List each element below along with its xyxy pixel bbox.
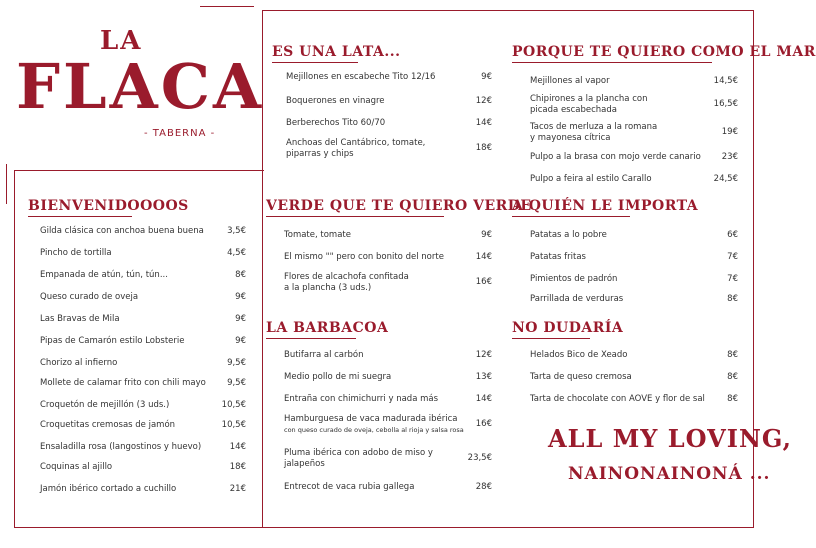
- menu-item-name: Pulpo a feira al estilo Carallo: [530, 174, 652, 184]
- menu-item: [286, 72, 492, 84]
- menu-item-name: Helados Bico de Xeado: [530, 350, 628, 360]
- section-underline: [512, 338, 590, 339]
- menu-item: [286, 138, 492, 162]
- menu-item-price: 23,5€: [467, 453, 492, 463]
- menu-item: [284, 372, 492, 384]
- menu-item: [284, 394, 492, 406]
- menu-item-name: Gilda clásica con anchoa buena buena: [40, 226, 204, 236]
- menu-item-name: Las Bravas de Mila: [40, 314, 120, 324]
- menu-item-name-line2: y mayonesa cítrica: [530, 133, 611, 143]
- menu-item-name: Chorizo al infierno: [40, 358, 118, 368]
- menu-item: [40, 248, 246, 260]
- menu-item-name-line2: a la plancha (3 uds.): [284, 283, 372, 293]
- menu-item: [40, 400, 246, 412]
- menu-item-name: Pincho de tortilla: [40, 248, 112, 258]
- menu-item-price: 9€: [481, 230, 492, 240]
- section-underline: [266, 338, 356, 339]
- menu-item: [530, 252, 738, 264]
- menu-item-name: Mejillones al vapor: [530, 76, 610, 86]
- menu-item: [530, 94, 738, 118]
- menu-item-name: Empanada de atún, tún, tún...: [40, 270, 168, 280]
- menu-item-name: Pulpo a la brasa con mojo verde canario: [530, 152, 701, 162]
- menu-item-price: 8€: [727, 294, 738, 304]
- menu-item-price: 12€: [475, 350, 492, 360]
- logo-subtitle: - TABERNA -: [144, 128, 216, 139]
- section-underline: [512, 216, 630, 217]
- menu-item-name: Flores de alcachofa confitada: [284, 272, 409, 282]
- menu-item-price: 9€: [235, 314, 246, 324]
- menu-item-name: Patatas a lo pobre: [530, 230, 607, 240]
- menu-item: [286, 96, 492, 108]
- menu-item-name: Tarta de queso cremosa: [530, 372, 632, 382]
- menu-item-name: Pluma ibérica con adobo de miso y: [284, 448, 433, 458]
- section-title-lata: ES UNA LATA...: [272, 44, 401, 60]
- menu-item-name: Berberechos Tito 60/70: [286, 118, 386, 128]
- menu-item-name: El mismo "" pero con bonito del norte: [284, 252, 444, 262]
- menu-item: [40, 358, 246, 370]
- menu-item-name: Jamón ibérico cortado a cuchillo: [40, 484, 177, 494]
- menu-item: [530, 76, 738, 88]
- menu-item: [40, 270, 246, 282]
- menu-item-price: 12€: [475, 96, 492, 106]
- menu-item-name: Tomate, tomate: [284, 230, 351, 240]
- menu-item-name: Medio pollo de mi suegra: [284, 372, 392, 382]
- section-title-dudaria: NO DUDARÍA: [512, 320, 624, 336]
- menu-item: [530, 274, 738, 286]
- menu-item-price: 10,5€: [221, 420, 246, 430]
- section-underline: [512, 62, 712, 63]
- menu-item-price: 28€: [475, 482, 492, 492]
- menu-item-price: 23€: [721, 152, 738, 162]
- menu-item-name: Butifarra al carbón: [284, 350, 364, 360]
- section-title-importa: A QUIÉN LE IMPORTA: [512, 198, 699, 214]
- menu-item: [284, 448, 492, 472]
- menu-item-name: Pipas de Camarón estilo Lobsterie: [40, 336, 185, 346]
- menu-item-name: Hamburguesa de vaca madurada ibérica: [284, 414, 458, 424]
- menu-item: [284, 414, 492, 438]
- menu-item: [40, 420, 246, 432]
- menu-item-price: 24,5€: [713, 174, 738, 184]
- menu-item-price: 9,5€: [227, 358, 246, 368]
- menu-item-name: Coquinas al ajillo: [40, 462, 113, 472]
- menu-item-price: 14€: [475, 118, 492, 128]
- menu-item: [40, 462, 246, 474]
- menu-item-price: 4,5€: [227, 248, 246, 258]
- menu-item-name-line2: picada escabechada: [530, 105, 617, 115]
- menu-item-price: 13€: [475, 372, 492, 382]
- menu-item-price: 9€: [235, 336, 246, 346]
- menu-item-price: 9€: [481, 72, 492, 82]
- menu-item: [40, 336, 246, 348]
- menu-item: [530, 152, 738, 164]
- menu-item-price: 8€: [727, 372, 738, 382]
- menu-item-price: 8€: [727, 394, 738, 404]
- menu-item-name: Croquetón de mejillón (3 uds.): [40, 400, 170, 410]
- menu-item-name: Croquetitas cremosas de jamón: [40, 420, 176, 430]
- menu-item: [40, 226, 246, 238]
- menu-item-name: Mejillones en escabeche Tito 12/16: [286, 72, 436, 82]
- menu-item: [40, 442, 246, 454]
- menu-item-name: Tacos de merluza a la romana: [530, 122, 658, 132]
- menu-item: [530, 174, 738, 186]
- menu-item: [284, 482, 492, 494]
- menu-item-price: 3,5€: [227, 226, 246, 236]
- section-title-bienvenidos: BIENVENIDOOOOS: [28, 198, 189, 214]
- logo-flaca: FLACA: [16, 50, 265, 123]
- menu-item: [530, 394, 738, 406]
- menu-item-name: Pimientos de padrón: [530, 274, 618, 284]
- menu-item-price: 16€: [475, 419, 492, 429]
- menu-item-price: 19€: [721, 127, 738, 137]
- menu-item: [530, 230, 738, 242]
- logo: [14, 22, 265, 152]
- menu-item: [286, 118, 492, 130]
- menu-item-price: 14€: [229, 442, 246, 452]
- menu-item-price: 7€: [727, 252, 738, 262]
- section-title-mar: PORQUE TE QUIERO COMO EL MAR: [512, 44, 816, 60]
- section-underline: [272, 62, 358, 63]
- menu-item-name: Entrecot de vaca rubia gallega: [284, 482, 415, 492]
- section-underline: [266, 216, 444, 217]
- logo-la: LA: [100, 26, 143, 56]
- menu-item-name: Queso curado de oveja: [40, 292, 139, 302]
- menu-item: [40, 378, 246, 390]
- menu-item-price: 14€: [475, 252, 492, 262]
- menu-item-name: Anchoas del Cantábrico, tomate,: [286, 138, 426, 148]
- menu-item-name: Ensaladilla rosa (langostinos y huevo): [40, 442, 202, 452]
- menu-item: [530, 122, 738, 146]
- menu-item-price: 16€: [475, 277, 492, 287]
- menu-item-name-line2: jalapeños: [284, 459, 325, 469]
- menu-item-name: Parrillada de verduras: [530, 294, 624, 304]
- menu-item-price: 16,5€: [713, 99, 738, 109]
- menu-item: [284, 230, 492, 242]
- menu-item: [530, 350, 738, 362]
- menu-item-name: Chipirones a la plancha con: [530, 94, 648, 104]
- menu-item-price: 9€: [235, 292, 246, 302]
- menu-item-name: Entraña con chimichurri y nada más: [284, 394, 439, 404]
- menu-item: [530, 372, 738, 384]
- menu-item-price: 8€: [727, 350, 738, 360]
- frame-corner-top: [200, 6, 254, 14]
- menu-item: [284, 272, 492, 296]
- menu-item: [40, 314, 246, 326]
- menu-item-name-line2: con queso curado de oveja, cebolla al rioja y salsa rosa: [284, 426, 464, 434]
- menu-item-price: 8€: [235, 270, 246, 280]
- tagline-line1: ALL MY LOVING,: [548, 424, 792, 453]
- panel-frame-left: [14, 170, 264, 528]
- menu-item-price: 18€: [229, 462, 246, 472]
- section-title-verde: VERDE QUE TE QUIERO VERDE: [266, 198, 532, 214]
- menu-item-name: Mollete de calamar frito con chili mayo: [40, 378, 206, 388]
- menu-item-price: 10,5€: [221, 400, 246, 410]
- menu-item-price: 7€: [727, 274, 738, 284]
- menu-item: [530, 294, 738, 306]
- menu-item: [40, 484, 246, 496]
- tagline-line2: NAINONAINONÁ ...: [568, 464, 771, 484]
- menu-item-name: Tarta de chocolate con AOVE y flor de sal: [530, 394, 705, 404]
- menu-item-price: 6€: [727, 230, 738, 240]
- menu-item-price: 18€: [475, 143, 492, 153]
- menu-item-name-line2: piparras y chips: [286, 149, 354, 159]
- menu-item: [284, 252, 492, 264]
- menu-item-name: Boquerones en vinagre: [286, 96, 385, 106]
- section-title-barbacoa: LA BARBACOA: [266, 320, 389, 336]
- menu-item-price: 9,5€: [227, 378, 246, 388]
- section-underline: [28, 216, 132, 217]
- menu-item-price: 21€: [229, 484, 246, 494]
- menu-item-name: Patatas fritas: [530, 252, 586, 262]
- frame-corner-left: [6, 164, 16, 204]
- menu-item-price: 14€: [475, 394, 492, 404]
- menu-item: [40, 292, 246, 304]
- menu-item: [284, 350, 492, 362]
- menu-item-price: 14,5€: [713, 76, 738, 86]
